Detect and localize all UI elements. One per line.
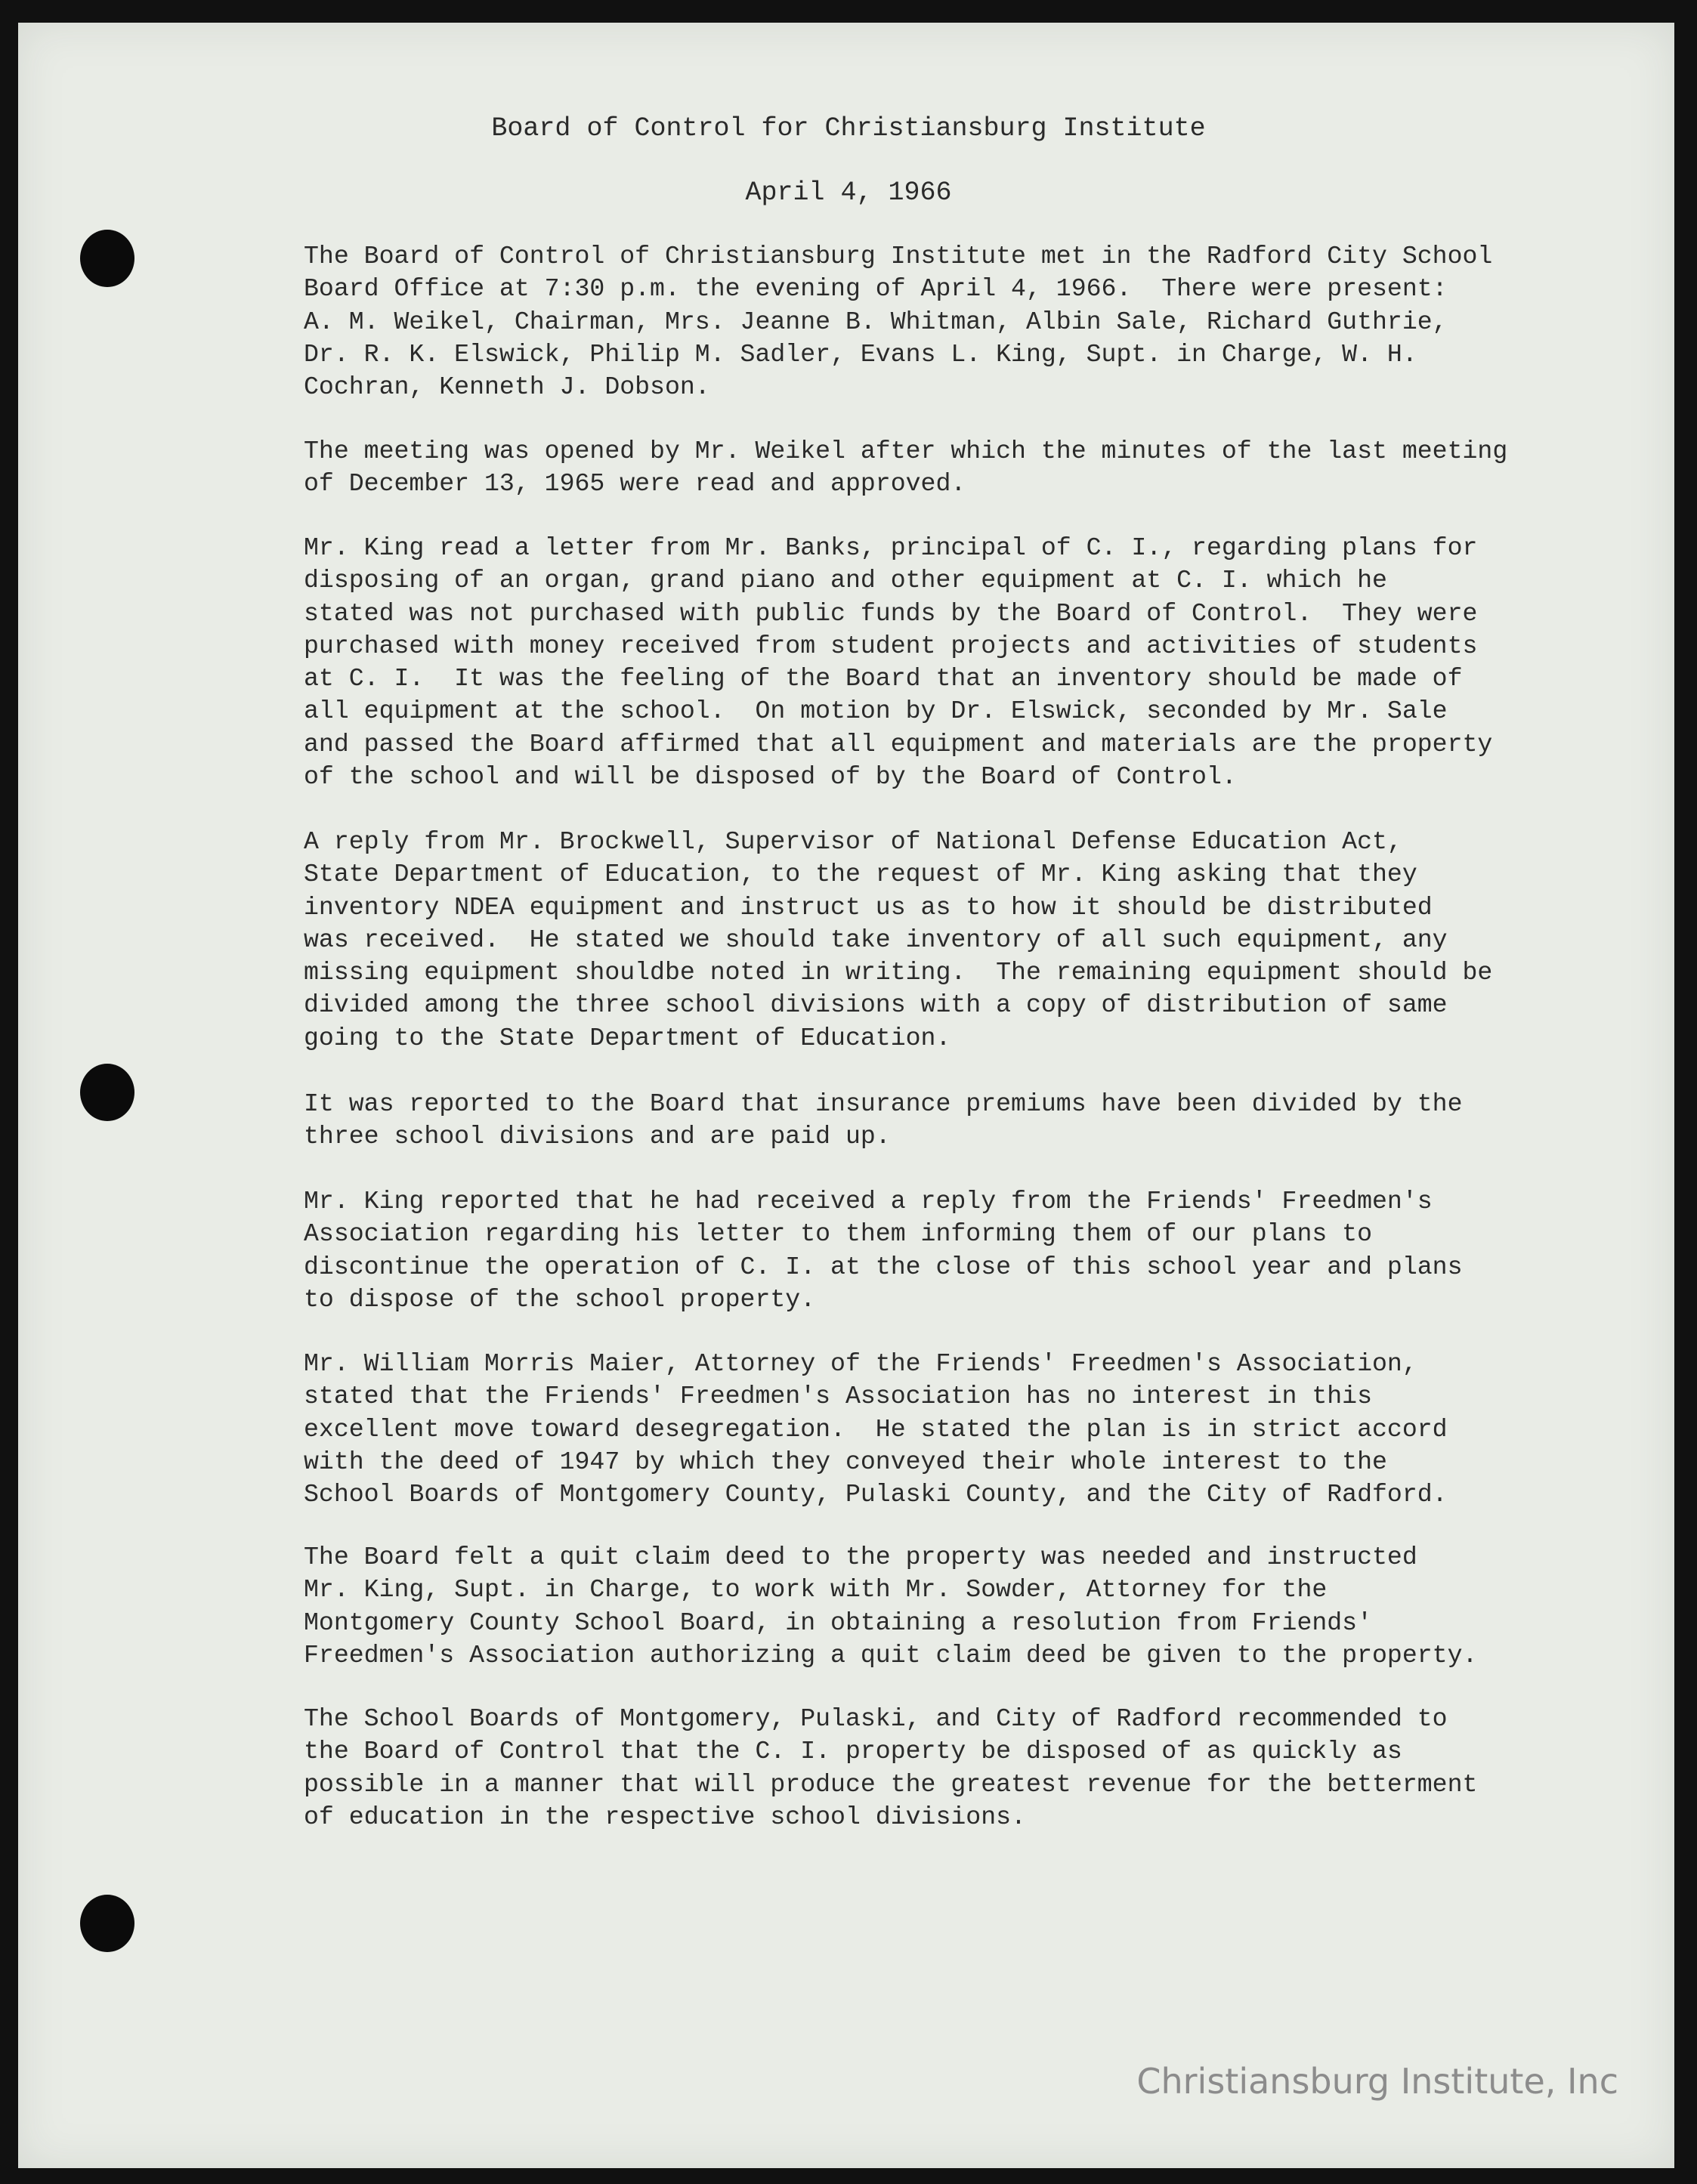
text-line: A reply from Mr. Brockwell, Supervisor of National Defense Education Act, — [304, 827, 1402, 856]
text-line: Dr. R. K. Elswick, Philip M. Sadler, Evans L. King, Supt. in Charge, W. H. — [304, 339, 1417, 369]
text-line: stated that the Friends' Freedmen's Association has no interest in this — [304, 1382, 1373, 1411]
text-line: stated was not purchased with public funds by the Board of Control. They were — [304, 598, 1478, 628]
text-line: to dispose of the school property. — [304, 1284, 816, 1314]
text-line: Freedmen's Association authorizing a quit claim deed be given to the property. — [304, 1640, 1478, 1670]
text-line: Mr. William Morris Maier, Attorney of the Friends' Freedmen's Association, — [304, 1349, 1417, 1378]
text-line: Association regarding his letter to them informing them of our plans to — [304, 1219, 1373, 1249]
text-line: Mr. King reported that he had received a reply from the Friends' Freedmen's — [304, 1187, 1433, 1216]
document-date: April 4, 1966 — [745, 178, 952, 208]
binder-hole — [80, 1064, 134, 1121]
text-line: It was reported to the Board that insurance premiums have been divided by the — [304, 1089, 1463, 1118]
text-line: Montgomery County School Board, in obtaining a resolution from Friends' — [304, 1608, 1373, 1637]
document-title: Board of Control for Christiansburg Institute — [491, 113, 1206, 144]
text-line: School Boards of Montgomery County, Pulaski County, and the City of Radford. — [304, 1480, 1448, 1509]
text-line: all equipment at the school. On motion by Dr. Elswick, seconded by Mr. Sale — [304, 697, 1448, 726]
text-line: State Department of Education, to the request of Mr. King asking that they — [304, 860, 1417, 889]
watermark-text: Christiansburg Institute, Inc — [1136, 2061, 1618, 2102]
text-line: possible in a manner that will produce the greatest revenue for the betterment — [304, 1769, 1478, 1799]
binder-hole — [80, 230, 134, 287]
paragraph — [304, 1541, 1477, 1672]
text-line: A. M. Weikel, Chairman, Mrs. Jeanne B. Whitman, Albin Sale, Richard Guthrie, — [304, 307, 1448, 336]
paragraph — [304, 1703, 1477, 1833]
paragraph — [304, 240, 1492, 403]
text-line: The Board of Control of Christiansburg Institute met in the Radford City School — [304, 242, 1493, 270]
paragraph — [304, 435, 1507, 501]
text-line: at C. I. It was the feeling of the Board that an inventory should be made of — [304, 664, 1463, 694]
paragraph — [304, 1185, 1463, 1316]
text-line: the Board of Control that the C. I. property be disposed of as quickly as — [304, 1737, 1402, 1766]
text-line: disposing of an organ, grand piano and other equipment at C. I. which he — [304, 566, 1387, 595]
text-line: with the deed of 1947 by which they conveyed their whole interest to the — [304, 1447, 1387, 1476]
text-line: and passed the Board affirmed that all equipment and materials are the property — [304, 729, 1493, 758]
text-line: Mr. King read a letter from Mr. Banks, principal of C. I., regarding plans for — [304, 533, 1478, 562]
text-line: The Board felt a quit claim deed to the property was needed and instructed — [304, 1543, 1417, 1571]
text-line: purchased with money received from student projects and activities of students — [304, 631, 1478, 660]
text-line: going to the State Department of Education. — [304, 1023, 951, 1052]
paragraph — [304, 1348, 1448, 1511]
text-line: divided among the three school divisions with a copy of distribution of same — [304, 990, 1448, 1020]
text-line: of December 13, 1965 were read and approved. — [304, 469, 966, 499]
text-line: missing equipment shouldbe noted in writing. The remaining equipment should be — [304, 958, 1493, 987]
text-line: of the school and will be disposed of by the Board of Control. — [304, 762, 1237, 792]
text-line: discontinue the operation of C. I. at the close of this school year and plans — [304, 1252, 1463, 1281]
paragraph — [304, 532, 1492, 793]
text-line: The meeting was opened by Mr. Weikel after which the minutes of the last meeting — [304, 437, 1508, 465]
text-line: Cochran, Kenneth J. Dobson. — [304, 372, 710, 402]
paragraph — [304, 826, 1492, 1055]
binder-hole — [80, 1895, 134, 1952]
text-line: Mr. King, Supt. in Charge, to work with Mr. Sowder, Attorney for the — [304, 1575, 1328, 1605]
text-line: excellent move toward desegregation. He stated the plan is in strict accord — [304, 1414, 1448, 1444]
text-line: of education in the respective school divisions. — [304, 1802, 1026, 1831]
text-line: Board Office at 7:30 p.m. the evening of April 4, 1966. There were present: — [304, 274, 1448, 304]
text-line: The School Boards of Montgomery, Pulaski, and City of Radford recommended to — [304, 1704, 1448, 1733]
text-line: three school divisions and are paid up. — [304, 1122, 891, 1151]
paragraph — [304, 1088, 1463, 1154]
text-line: inventory NDEA equipment and instruct us as to how it should be distributed — [304, 892, 1433, 922]
text-line: was received. He stated we should take inventory of all such equipment, any — [304, 925, 1448, 954]
